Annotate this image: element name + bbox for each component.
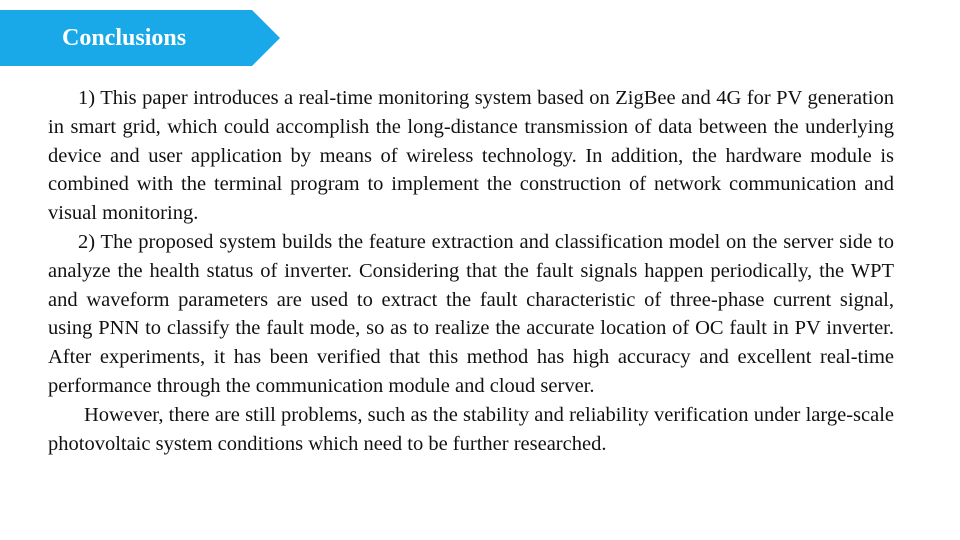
title-banner (0, 10, 280, 66)
page-title: Conclusions (62, 25, 187, 51)
paragraph-3: However, there are still problems, such as the stability and reliability verification under large-scale photovoltaic system conditions which need to be further researched. (48, 403, 894, 455)
paragraph-2: 2) The proposed system builds the feature extraction and classification model on the server side to analyze the health status of inverter. Considering that the fault signals happen periodically, the WPT and waveform parameters are used to extract the fault characteristic of three-phase current signal, using PNN to classify the fault mode, so as to realize the accurate location of OC fault in PV inverter. After experiments, it has been verified that this method has high accuracy and excellent real-time performance through the communication module and cloud server. (48, 230, 894, 397)
paragraph-1: 1) This paper introduces a real-time monitoring system based on ZigBee and 4G for PV generation in smart grid, which could accomplish the long-distance transmission of data between the underlying device and user application by means of wireless technology. In addition, the hardware module is combined with the terminal program to implement the construction of network communication and visual monitoring. (48, 87, 894, 225)
conclusions-body (48, 84, 894, 458)
